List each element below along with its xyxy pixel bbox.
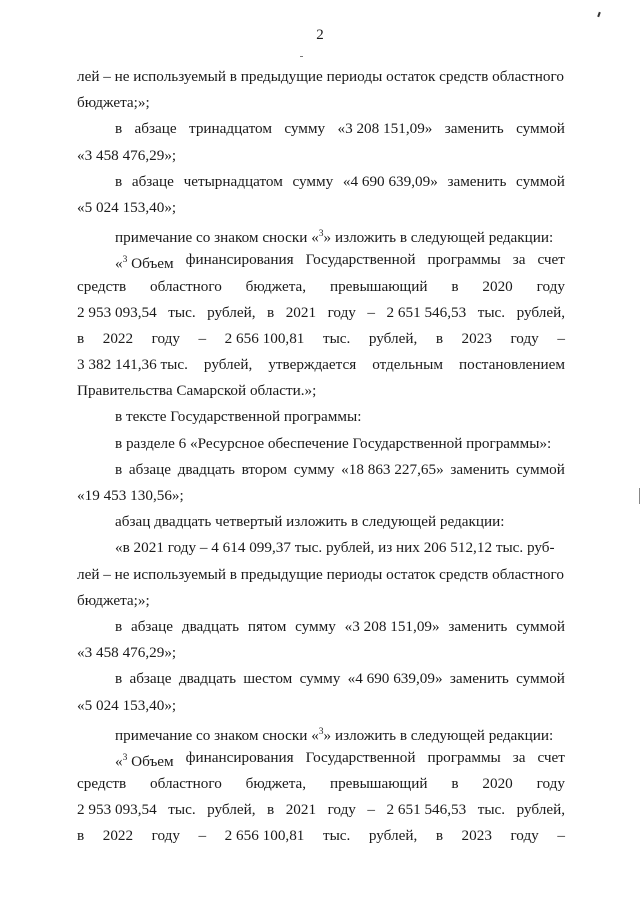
text-word: Государственной [305,251,416,269]
text-word: бюджета, [245,775,307,793]
text-word: тыс. [477,303,506,321]
text-word: году [510,827,539,845]
text-word: году [151,827,180,845]
text-word: 2022 [102,827,134,845]
text-word: пятом [247,617,287,635]
text-word: программы [427,748,501,766]
text-word: – [557,827,565,845]
text-fragment: абзац двадцать четвертый изложить в следующей редакции: [115,513,505,531]
text-word: в [115,460,123,478]
text-word [115,745,174,771]
text-word: – [367,801,375,819]
text-word: двадцать [177,460,235,478]
text-line [77,614,565,640]
text-line [77,221,565,247]
text-word: – [198,329,207,347]
text-word: областного [150,775,222,793]
text-word: тыс. [168,303,196,321]
text-fragment: « [115,255,123,273]
text-word: – [198,827,207,845]
text-word: в [267,303,275,321]
text-word: «4 690 639,09» [347,670,443,688]
text-line [77,352,565,378]
text-word: сумму [292,172,334,190]
text-word: средств [77,277,127,295]
text-word: суммой [516,617,565,635]
text-fragment: «19 453 130,56»; [77,487,184,504]
text-word: «4 690 639,09» [342,172,438,190]
text-word: за [512,251,526,269]
text-word: счет [537,748,565,766]
text-word: в [77,827,85,845]
text-word: рублей, [368,827,418,845]
text-word: абзаце [129,670,172,688]
text-line [77,562,565,588]
text-fragment: примечание со знаком сноски « [115,229,319,247]
text-word: рублей, [368,329,418,347]
text-word: сумму [293,460,335,478]
text-word: 2 953 093,54 [77,801,157,819]
text-line [77,143,565,169]
text-word: четырнадцатом [183,172,283,190]
text-word: средств [77,775,127,793]
text-word: абзаце [128,460,171,478]
text-word: в [435,827,443,845]
text-word: 2 953 093,54 [77,303,157,321]
text-word: году [536,277,565,295]
text-word: областного [150,277,222,295]
text-line [77,378,565,404]
text-word: «18 863 227,65» [341,460,444,478]
text-word: в [77,329,85,347]
text-word: сумму [284,120,326,138]
text-word: «3 208 151,09» [337,120,433,138]
text-word: превышающий [329,277,428,295]
text-fragment: «3 458 476,29»; [77,146,177,164]
text-line [77,326,565,352]
text-line [77,666,565,692]
text-fragment: Объем [127,752,174,770]
text-word: сумму [299,670,341,688]
text-word: заменить [448,617,508,635]
text-fragment: » изложить в следующей редакции: [323,229,554,247]
text-word: суммой [516,172,565,190]
text-word: 2 651 546,53 [386,801,467,819]
text-line [77,483,565,509]
text-line [77,535,565,561]
text-word: в [435,329,443,347]
text-word [115,247,174,273]
text-fragment: лей – не используемый в предыдущие периоды остаток средств областного [77,68,564,85]
text-line [77,431,565,457]
text-line [77,90,565,116]
text-line [77,116,565,142]
text-word: в [451,277,459,295]
footnote-mark: 3 [122,752,128,763]
text-fragment: «5 024 153,40»; [77,696,177,714]
text-word: счет [537,251,565,269]
text-fragment: бюджета;»; [77,94,150,112]
text-word: рублей, [207,303,256,321]
text-word: 2021 [285,801,317,819]
text-line [77,457,565,483]
text-word: в [115,172,123,190]
document-body [77,64,565,850]
text-word: 2021 [285,303,317,321]
text-word: тыс. [168,801,196,819]
text-word: суммой [516,120,565,138]
text-line [77,300,565,326]
text-word: в [267,801,275,819]
text-word: заменить [447,172,507,190]
text-fragment: «3 458 476,29»; [77,644,177,662]
text-word: суммой [516,670,565,688]
text-fragment: лей – не используемый в предыдущие периоды остаток средств областного [77,565,564,583]
scan-mark-top-right [597,12,601,17]
text-line [77,509,565,535]
text-line [77,195,565,221]
text-word: заменить [450,460,510,478]
text-word: за [512,748,526,766]
text-fragment: Объем [127,255,174,273]
text-word: заменить [444,120,504,138]
text-fragment: «5 024 153,40»; [77,198,177,216]
text-word: рублей, [516,303,565,321]
text-line [77,64,565,90]
text-word: году [151,329,180,347]
text-line [77,719,565,745]
text-word: бюджета, [245,277,307,295]
text-word: тыс. [322,827,351,845]
text-word: превышающий [329,775,428,793]
text-word: сумму [295,617,336,635]
text-word: году [327,303,356,321]
text-word: финансирования [185,748,294,766]
text-line [77,823,565,849]
text-word: в [451,775,459,793]
text-word: 2 656 100,81 [224,827,305,845]
text-word: – [367,303,375,321]
text-word: «3 208 151,09» [344,617,440,635]
page-number: 2 [316,27,324,43]
text-word: финансирования [185,251,294,269]
text-word: двадцать [181,617,240,635]
text-word: рублей, [203,356,253,374]
text-fragment: «в 2021 году – 4 614 099,37 тыс. рублей, из них 206 512,12 тыс. руб- [115,539,555,557]
text-word: 2023 [461,827,492,845]
text-word: рублей, [207,801,256,819]
footnote-mark: 3 [318,229,324,240]
text-word: постановлением [458,356,565,374]
text-word: – [557,329,565,347]
text-fragment: примечание со знаком сноски « [115,726,319,744]
text-word: году [510,329,539,347]
text-fragment: бюджета;»; [77,591,150,609]
text-word: 2 656 100,81 [224,329,305,347]
text-word: абзаце [134,120,177,138]
text-line [77,745,565,771]
text-fragment: Правительства Самарской области.»; [77,382,317,400]
text-word: в [115,120,123,138]
text-word: в [115,617,123,635]
text-word: 2020 [482,277,513,295]
text-line [77,247,565,273]
text-word: тринадцатом [189,120,272,138]
text-word: суммой [516,460,565,478]
text-word: тыс. [322,329,351,347]
text-line [77,693,565,719]
footnote-mark: 3 [122,255,128,266]
text-word: году [327,801,356,819]
text-line [77,169,565,195]
text-line [77,640,565,666]
text-line [77,404,565,430]
text-word: абзаце [130,617,174,635]
text-word: шестом [243,670,293,688]
text-word: двадцать [178,670,237,688]
text-word: году [536,775,565,793]
text-word: заменить [449,670,509,688]
text-word: 2022 [102,329,134,347]
text-word: 2 651 546,53 [386,303,467,321]
text-word: 3 382 141,36 тыс. [77,356,188,374]
text-word: отдельным [372,356,443,374]
text-word: тыс. [477,801,506,819]
text-fragment: » изложить в следующей редакции: [323,726,554,744]
text-fragment: « [115,752,123,770]
text-line [77,588,565,614]
scan-mark-dot [300,56,303,57]
text-word: 2023 [461,329,492,347]
text-line [77,771,565,797]
text-fragment: в разделе 6 «Ресурсное обеспечение Государственной программы»: [115,434,552,452]
text-word: утверждается [268,356,357,374]
text-word: в [115,670,123,688]
text-fragment: в тексте Государственной программы: [115,408,362,426]
text-line [77,274,565,300]
text-word: Государственной [305,748,416,766]
text-word: 2020 [482,775,513,793]
text-word: рублей, [516,801,565,819]
text-word: программы [427,251,501,269]
text-line [77,797,565,823]
text-word: абзаце [131,172,174,190]
footnote-mark: 3 [318,726,324,737]
text-word: втором [241,460,287,478]
